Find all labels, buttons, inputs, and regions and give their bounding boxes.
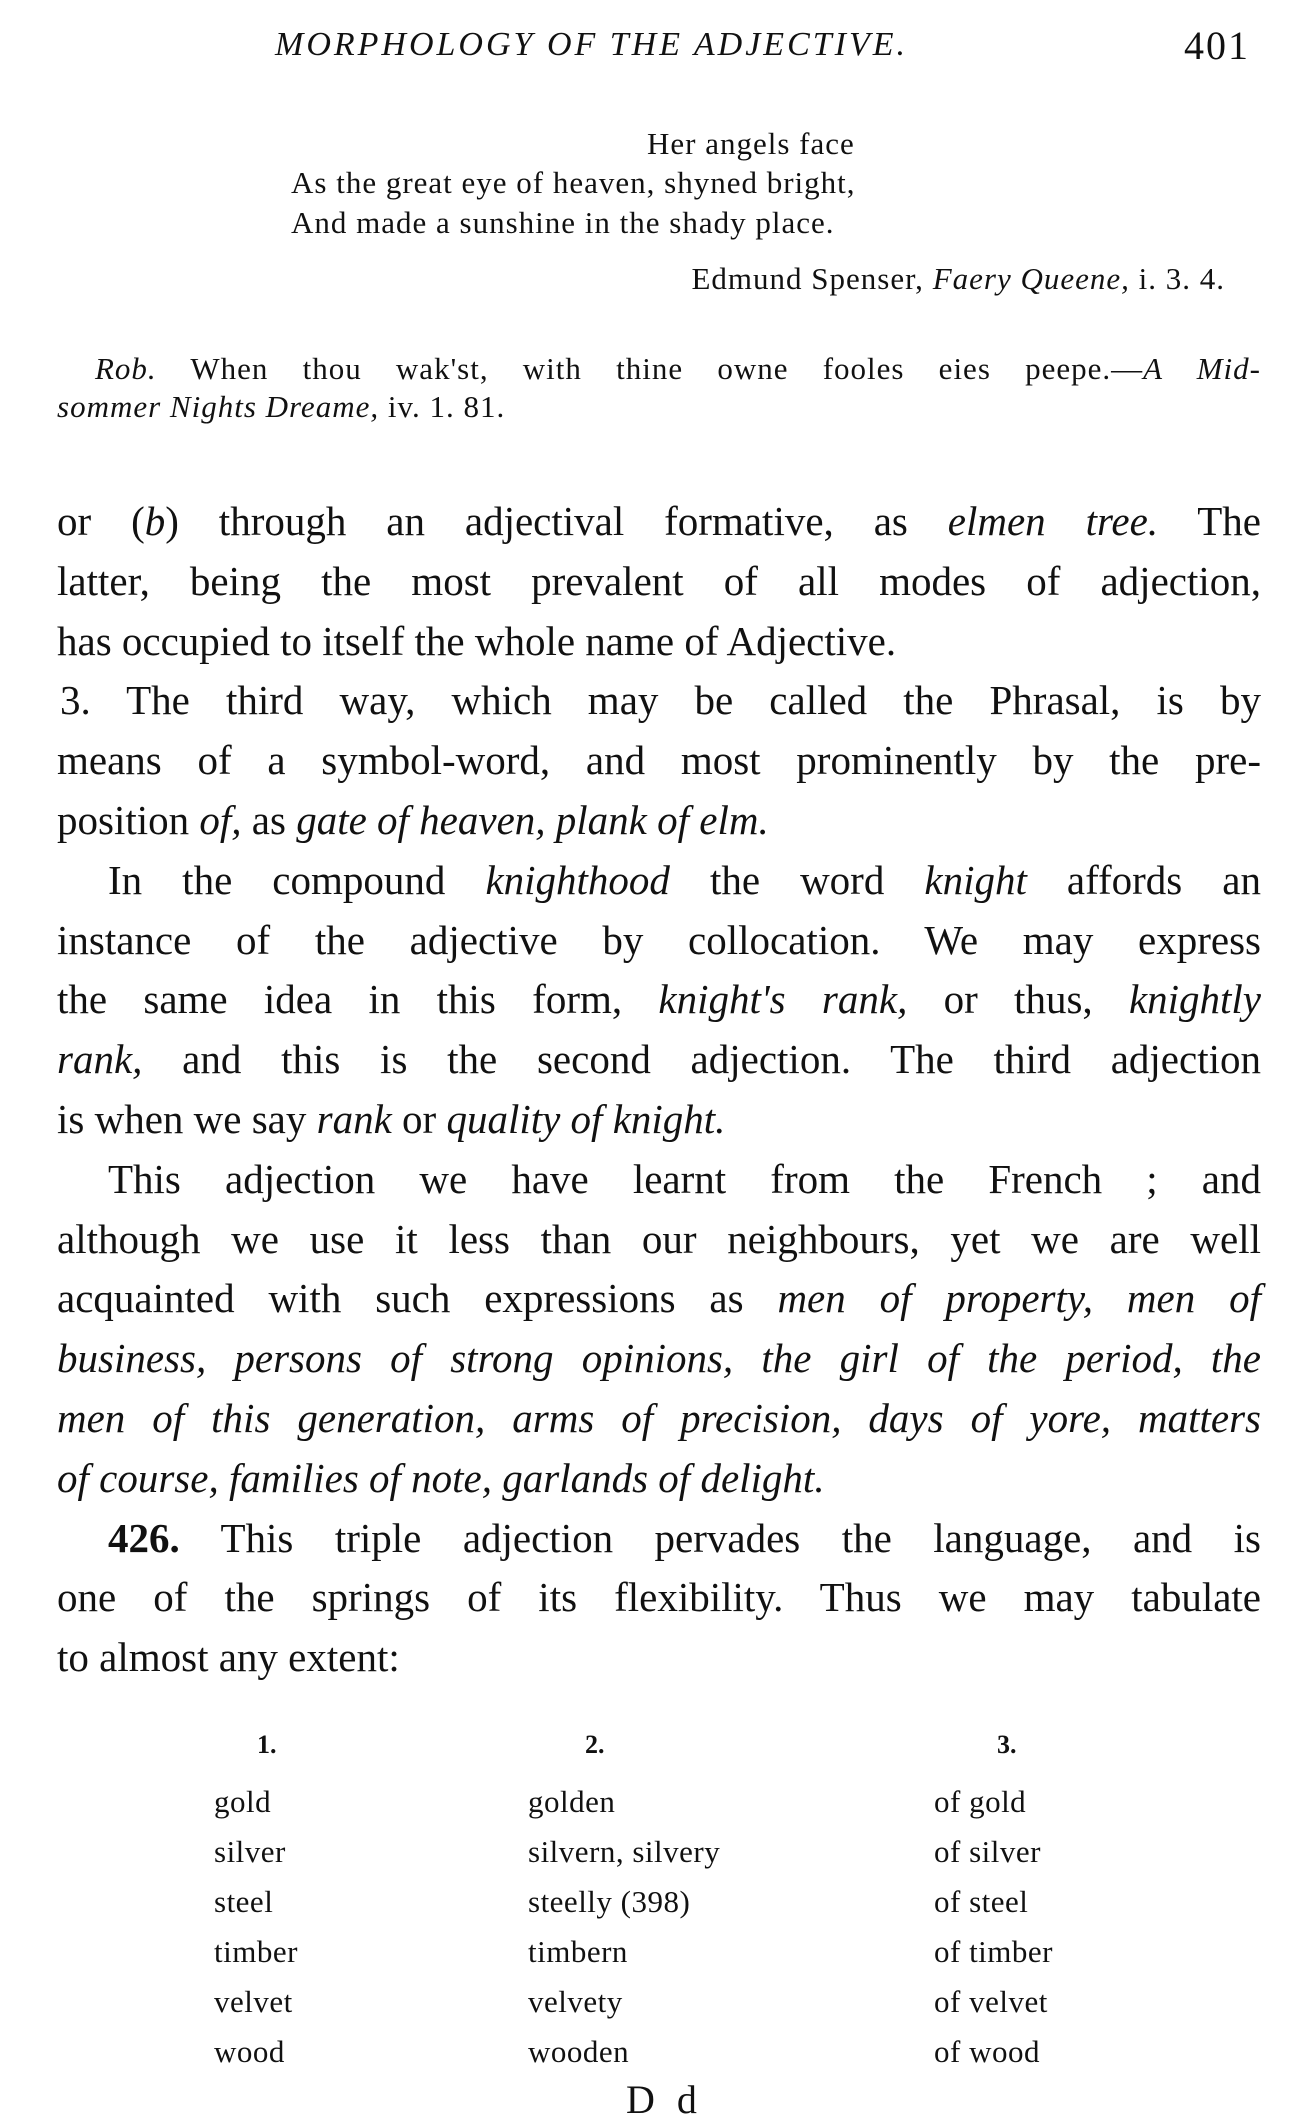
signature-mark: D d [626, 2077, 703, 2122]
table-cell: of gold [934, 1784, 1027, 1819]
text-segment: knighthood [485, 856, 670, 903]
text-segment: gate of heaven, plank of elm. [296, 797, 769, 843]
body-line [108, 1149, 1261, 1209]
text-segment: iv. 1. 81. [379, 389, 506, 424]
verse-line: As the great eye of heaven, shyned bright, [291, 165, 856, 200]
body-line [57, 1268, 1261, 1328]
table-cell: steel [214, 1884, 274, 1919]
verse-line: Her angels face [647, 126, 855, 161]
verse-line: And made a sunshine in the shady place. [291, 205, 835, 240]
citation-author: Edmund Spenser, [691, 261, 933, 296]
quote-line [95, 351, 1261, 387]
table-cell: silvern, silvery [528, 1834, 721, 1869]
table-cell: wooden [528, 2034, 630, 2069]
table-cell: of silver [934, 1834, 1041, 1869]
text-segment: Rob. [95, 351, 157, 386]
body-line [108, 1508, 1261, 1568]
text-segment: In the compound [108, 856, 486, 903]
text-segment: men of this generation, arms of precision, days of yore, matters [57, 1395, 1261, 1441]
citation-ref: i. 3. 4. [1129, 261, 1225, 296]
column-header: 3. [997, 1730, 1017, 1759]
table-cell: of velvet [934, 1984, 1048, 2019]
body-line [57, 1089, 725, 1149]
text-segment: of, [199, 797, 242, 843]
table-cell: velvety [528, 1984, 623, 2019]
body-line [57, 1029, 1261, 1089]
text-segment: business, persons of strong opinions, the girl of the period, the [57, 1335, 1261, 1382]
table-cell: of timber [934, 1934, 1053, 1969]
body-line [57, 730, 1261, 790]
body-line [57, 969, 1261, 1029]
table-cell: timber [214, 1934, 298, 1969]
body-line [60, 670, 1261, 730]
table-cell: timbern [528, 1934, 628, 1969]
body-line [57, 790, 769, 850]
text-segment: The [1158, 498, 1261, 544]
text-segment: This adjection we have learnt from the French ; and [108, 1155, 1261, 1202]
text-segment: acquainted with such expressions as [57, 1275, 778, 1322]
text-segment: A Mid- [1143, 351, 1261, 386]
page-number: 401 [1184, 23, 1250, 68]
table-cell: of steel [934, 1884, 1029, 1919]
text-segment: b [144, 498, 166, 544]
verse-citation [691, 261, 1225, 297]
body-line [57, 1567, 1261, 1627]
text-segment: When thou wak'st, with thine owne fooles eies peepe.— [156, 351, 1144, 386]
text-segment: affords an [1026, 856, 1261, 903]
text-segment: or ( [57, 498, 145, 544]
text-segment: quality of knight. [446, 1096, 726, 1142]
text-segment: of course, families of note, garlands of delight. [57, 1454, 825, 1501]
text-segment: latter, being the most prevalent of all modes of adjection, [57, 557, 1261, 604]
body-line [57, 1627, 400, 1687]
text-segment: is when we say [57, 1096, 317, 1142]
table-cell: silver [214, 1834, 286, 1869]
text-segment: or [391, 1096, 447, 1142]
text-segment: knight's rank, [658, 976, 908, 1023]
text-segment: This triple adjection pervades the language, and is [179, 1514, 1261, 1561]
text-segment: instance of the adjective by collocation. We may express [57, 916, 1261, 963]
body-line [57, 551, 1261, 611]
text-segment: rank [316, 1096, 392, 1142]
table-cell: steelly (398) [528, 1884, 691, 1919]
body-line [57, 1328, 1261, 1388]
text-segment: has occupied to itself the whole name of Adjective. [57, 617, 897, 664]
text-segment: or thus, [907, 976, 1129, 1023]
column-header: 2. [585, 1730, 605, 1759]
text-segment: the word [669, 856, 925, 903]
text-segment: to almost any extent: [57, 1634, 400, 1681]
text-segment: 3. The third way, which may be called the Phrasal, is by [60, 677, 1261, 724]
text-segment: 426. [108, 1514, 180, 1561]
text-segment: men of property, men of [777, 1275, 1262, 1322]
text-segment: rank, [57, 1036, 143, 1083]
table-cell: velvet [214, 1984, 293, 2019]
text-segment: the same idea in this form, [57, 976, 659, 1023]
column-header: 1. [257, 1730, 277, 1759]
text-segment: knight [924, 856, 1027, 903]
body-line [57, 1388, 1261, 1448]
text-segment: position [57, 797, 200, 843]
table-cell: golden [528, 1784, 616, 1819]
citation-work: Faery Queene, [932, 261, 1130, 296]
table-cell: wood [214, 2034, 285, 2069]
text-segment: ) through an adjectival formative, as [165, 498, 948, 544]
body-line [57, 1209, 1261, 1269]
text-segment: although we use it less than our neighbours, yet we are well [57, 1215, 1261, 1262]
text-segment: means of a symbol-word, and most prominently by the pre- [57, 737, 1261, 784]
quote-line [57, 389, 505, 425]
running-title: MORPHOLOGY OF THE ADJECTIVE. [275, 26, 909, 63]
body-line [108, 850, 1261, 910]
table-cell: gold [214, 1784, 272, 1819]
text-segment: as [241, 797, 297, 843]
text-segment: sommer Nights Dreame, [57, 389, 380, 424]
body-line [57, 910, 1261, 970]
text-segment: knightly [1128, 976, 1262, 1023]
text-segment: and this is the second adjection. The third adjection [142, 1036, 1261, 1083]
table-cell: of wood [934, 2034, 1040, 2069]
text-segment: one of the springs of its flexibility. Thus we may tabulate [57, 1574, 1261, 1621]
body-line [57, 1448, 825, 1508]
body-line [57, 611, 896, 671]
text-segment: elmen tree. [947, 498, 1159, 544]
body-line [57, 491, 1261, 551]
